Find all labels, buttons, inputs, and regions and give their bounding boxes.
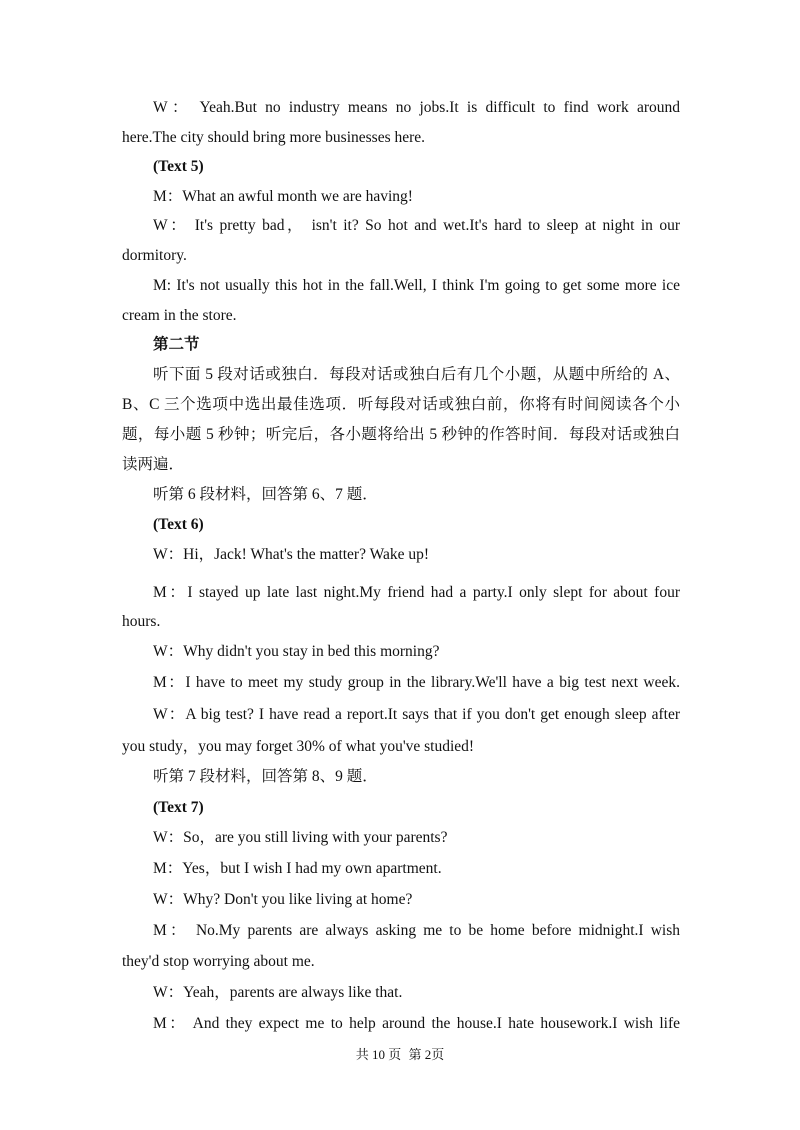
text-line: dormitory. [122,247,187,264]
text-line: W：Why? Don't you like living at home? [153,891,413,908]
text-line: 听下面 5 段对话或独白．每段对话或独白后有几个小题，从题中所给的 A、 [153,366,680,383]
section-heading: (Text 6) [153,516,204,533]
text-line: M：What an awful month we are having! [153,188,413,205]
text-line: M：Yes，but I wish I had my own apartment. [153,860,442,877]
page-total: 共 10 页 [355,1047,402,1062]
section-heading: (Text 5) [153,158,204,175]
text-line: W：A big test? I have read a report.It says that if you don't get enough sleep after [153,706,680,723]
text-line: 听第 7 段材料，回答第 8、9 题． [153,768,378,785]
section-heading: 第二节 [153,336,200,353]
text-line: hours. [122,613,161,630]
text-line: here.The city should bring more businesses here. [122,129,426,146]
text-line: W：Hi，Jack! What's the matter? Wake up! [153,546,430,563]
text-line: W： It's pretty bad， isn't it? So hot and wet.It's hard to sleep at night in our [153,217,680,234]
page-number: 第 2页 [408,1047,445,1062]
text-line: cream in the store. [122,307,237,324]
text-line: B、C 三个选项中选出最佳选项．听每段对话或独白前，你将有时间阅读各个小 [122,396,680,413]
text-line: M：I stayed up late last night.My friend had a party.I only slept for about four [153,584,680,601]
section-heading: (Text 7) [153,799,204,816]
text-line: M： And they expect me to help around the house.I hate housework.I wish life [153,1015,680,1032]
text-line: W： Yeah.But no industry means no jobs.It is difficult to find work around [153,99,680,116]
text-line: 读两遍． [122,456,185,473]
text-line: they'd stop worrying about me. [122,953,315,970]
text-line: W：Yeah，parents are always like that. [153,984,403,1001]
text-line: you study，you may forget 30% of what you've studied! [122,738,475,755]
text-line: W：So，are you still living with your parents? [153,829,448,846]
text-line: M：I have to meet my study group in the library.We'll have a big test next week. [153,674,680,691]
text-line: 听第 6 段材料，回答第 6、7 题． [153,486,378,503]
page-footer [0,1046,800,1064]
text-line: M: It's not usually this hot in the fall.Well, I think I'm going to get some more ice [153,277,680,294]
text-line: 题，每小题 5 秒钟；听完后，各小题将给出 5 秒钟的作答时间．每段对话或独白 [122,426,680,443]
text-line: M： No.My parents are always asking me to be home before midnight.I wish [153,922,680,939]
text-line: W：Why didn't you stay in bed this morning? [153,643,440,660]
